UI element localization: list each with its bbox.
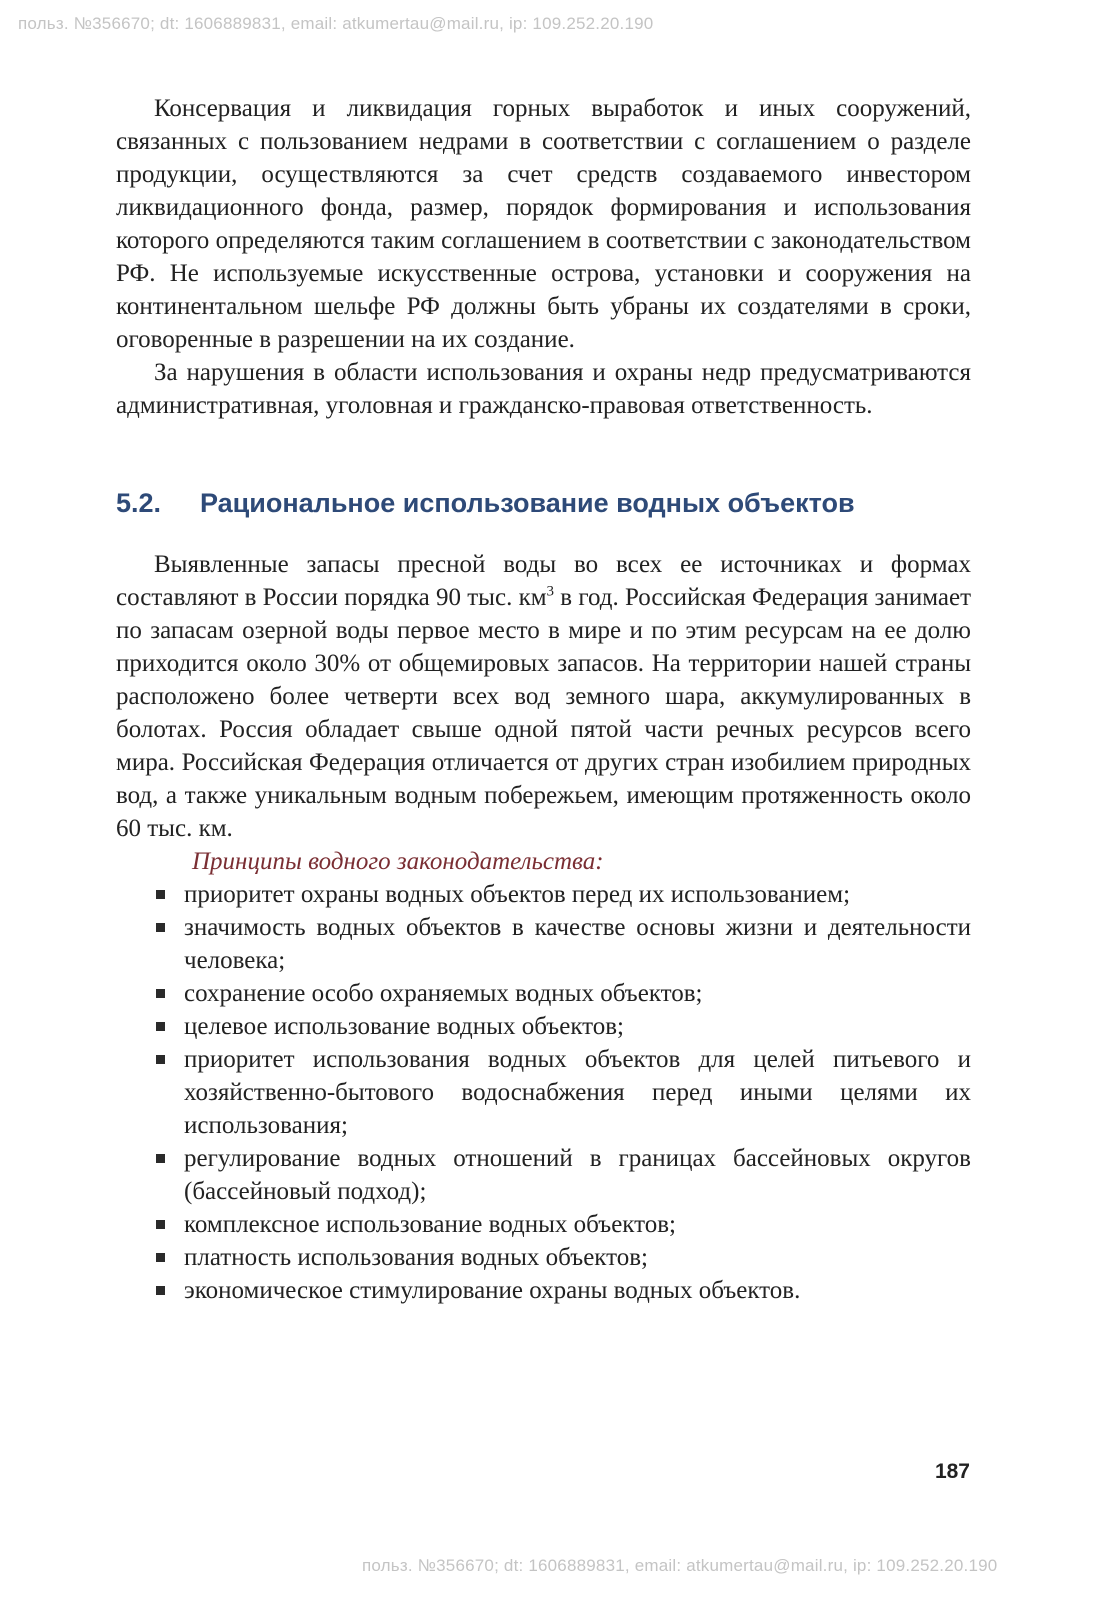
list-item: экономическое стимулирование охраны водных объектов. — [116, 1274, 971, 1307]
paragraph-liability: За нарушения в области использования и охраны недр предусматриваются административная, уголовная и гражданско-правовая ответственность. — [116, 359, 971, 419]
list-item: целевое использование водных объектов; — [116, 1010, 971, 1043]
superscript-cube: 3 — [546, 583, 555, 600]
principles-list — [116, 878, 971, 1307]
section-number: 5.2. — [116, 488, 162, 518]
list-item: платность использования водных объектов; — [116, 1241, 971, 1274]
square-bullet-icon — [156, 1253, 165, 1262]
water-text-part1: Выявленные запасы пресной воды во всех ее источниках и формах составляют в России порядка 90 тыс. км — [116, 551, 971, 611]
water-text-part2: в год. Российская Федерация занимает по запасам озерной воды первое место в мире и по этим ресурсам на ее долю приходится около 30% от общемировых запасов. На территории нашей страны расположено более четверти всех вод земного шара, аккумулированных в болотах. Россия обладает свыше одной пятой части речных ресурсов всего мира. Российская Федерация отличается от других стран изобилием природных вод, а также уникальным водным побережьем, имеющим протяженность около 60 тыс. км. — [116, 584, 971, 842]
square-bullet-icon — [156, 890, 165, 899]
square-bullet-icon — [156, 923, 165, 932]
list-item: комплексное использование водных объектов; — [116, 1208, 971, 1241]
square-bullet-icon — [156, 1055, 165, 1064]
square-bullet-icon — [156, 1286, 165, 1295]
watermark-bottom: польз. №356670; dt: 1606889831, email: atkumertau@mail.ru, ip: 109.252.20.190 — [362, 1556, 998, 1575]
section-heading — [116, 486, 971, 520]
section-title: Рациональное использование водных объектов — [200, 488, 855, 518]
watermark-top: польз. №356670; dt: 1606889831, email: atkumertau@mail.ru, ip: 109.252.20.190 — [18, 14, 654, 33]
list-item: значимость водных объектов в качестве основы жизни и деятельности человека; — [116, 911, 971, 977]
principles-title: Принципы водного законодательства: — [192, 848, 604, 875]
page-number: 187 — [934, 1460, 970, 1483]
paragraph-liquidation: Консервация и ликвидация горных выработок и иных сооружений, связанных с пользованием недрами в соответствии с соглашением о разделе продукции, осуществляются за счет средств создаваемого инвестором ликвидационного фонда, размер, порядок формирования и использования которого определяются таким соглашением в соответствии с законодательством РФ. Не используемые искусственные острова, установки и сооружения на континентальном шельфе РФ должны быть убраны их создателями в сроки, оговоренные в разрешении на их создание. — [116, 95, 971, 353]
square-bullet-icon — [156, 1220, 165, 1229]
square-bullet-icon — [156, 1022, 165, 1031]
square-bullet-icon — [156, 989, 165, 998]
page-content — [116, 92, 971, 1307]
list-item: сохранение особо охраняемых водных объектов; — [116, 977, 971, 1010]
list-item: регулирование водных отношений в границах бассейновых округов (бассейновый подход); — [116, 1142, 971, 1208]
square-bullet-icon — [156, 1154, 165, 1163]
list-item: приоритет использования водных объектов для целей питьевого и хозяйственно-бытового водоснабжения перед иными целями их использования; — [116, 1043, 971, 1142]
paragraph-water-reserves — [116, 548, 971, 845]
list-item: приоритет охраны водных объектов перед их использованием; — [116, 878, 971, 911]
